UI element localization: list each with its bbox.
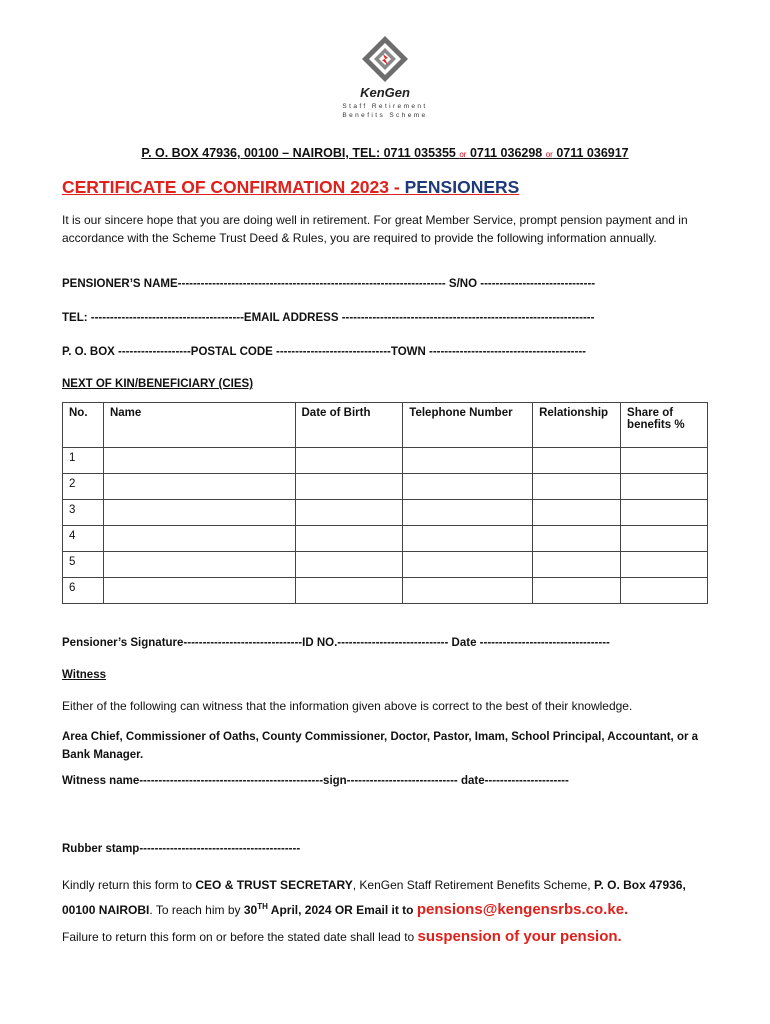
return-text-1: Kindly return this form to bbox=[62, 878, 196, 892]
kin-heading: NEXT OF KIN/BENEFICIARY (CIES) bbox=[62, 378, 254, 390]
cell-share[interactable] bbox=[621, 448, 708, 474]
kengen-diamond-icon bbox=[360, 34, 410, 84]
table-row bbox=[63, 474, 708, 500]
cell-telephone[interactable] bbox=[403, 526, 533, 552]
table-row bbox=[63, 500, 708, 526]
return-email: pensions@kengensrbs.co.ke. bbox=[416, 901, 629, 918]
row-number: 1 bbox=[63, 448, 104, 474]
cell-telephone[interactable] bbox=[403, 500, 533, 526]
row-number: 3 bbox=[63, 500, 104, 526]
or-1: or bbox=[459, 150, 467, 159]
header-name: Name bbox=[103, 403, 295, 448]
cell-dob[interactable] bbox=[295, 500, 403, 526]
cell-telephone[interactable] bbox=[403, 578, 533, 604]
witness-list: Area Chief, Commissioner of Oaths, County Commissioner, Doctor, Pastor, Imam, School Principal, Accountant, or a Bank Manager. bbox=[62, 731, 699, 761]
title-blue: PENSIONERS bbox=[404, 177, 520, 197]
signature-line[interactable]: Pensioner’s Signature-------------------------------ID NO.----------------------------- Date ---------------------------------- bbox=[62, 637, 610, 649]
cell-share[interactable] bbox=[621, 500, 708, 526]
cell-dob[interactable] bbox=[295, 578, 403, 604]
return-bold-1: CEO & TRUST SECRETARY bbox=[195, 878, 353, 892]
return-bold-2: P. O. Box 47936, 00100 NAIROBI bbox=[62, 878, 686, 917]
cell-relationship[interactable] bbox=[533, 474, 621, 500]
cell-share[interactable] bbox=[621, 578, 708, 604]
cell-name[interactable] bbox=[103, 526, 295, 552]
row-number: 6 bbox=[63, 578, 104, 604]
return-bold-4: April, 2024 OR Email it to bbox=[267, 903, 417, 917]
row-number: 2 bbox=[63, 474, 104, 500]
intro-paragraph: It is our sincere hope that you are doing well in retirement. For great Member Service, prompt pension payment and in accordance with the Scheme Trust Deed & Rules, you are required to provide the following information annually. bbox=[62, 213, 688, 245]
cell-relationship[interactable] bbox=[533, 500, 621, 526]
header-no: No. bbox=[63, 403, 104, 448]
cell-telephone[interactable] bbox=[403, 552, 533, 578]
address-part-3: 0711 036917 bbox=[552, 146, 629, 160]
cell-name[interactable] bbox=[103, 578, 295, 604]
rubber-stamp-line[interactable]: Rubber stamp------------------------------------------ bbox=[62, 843, 301, 855]
pensioner-name-field[interactable]: PENSIONER’S NAME---------------------------------------------------------------------- S/NO ------------------------------ bbox=[62, 278, 596, 290]
cell-share[interactable] bbox=[621, 474, 708, 500]
return-text-2: , KenGen Staff Retirement Benefits Scheme, bbox=[352, 878, 594, 892]
witness-line[interactable]: Witness name------------------------------------------------sign----------------------------- date---------------------- bbox=[62, 775, 569, 787]
return-instructions bbox=[62, 874, 712, 921]
failure-text: Failure to return this form on or before the stated date shall lead to bbox=[62, 930, 418, 944]
row-number: 4 bbox=[63, 526, 104, 552]
header-dob: Date of Birth bbox=[295, 403, 403, 448]
cell-relationship[interactable] bbox=[533, 526, 621, 552]
return-text-3: . To reach him by bbox=[149, 903, 244, 917]
cell-telephone[interactable] bbox=[403, 448, 533, 474]
kin-header-row bbox=[63, 403, 708, 448]
cell-relationship[interactable] bbox=[533, 448, 621, 474]
cell-name[interactable] bbox=[103, 552, 295, 578]
row-number: 5 bbox=[63, 552, 104, 578]
cell-relationship[interactable] bbox=[533, 552, 621, 578]
kengen-logo bbox=[330, 34, 440, 124]
failure-notice bbox=[62, 928, 712, 946]
header-telephone: Telephone Number bbox=[403, 403, 533, 448]
box-postal-town-field[interactable]: P. O. BOX -------------------POSTAL CODE ------------------------------TOWN ----------------------------------------- bbox=[62, 346, 587, 358]
table-row bbox=[63, 526, 708, 552]
table-row bbox=[63, 448, 708, 474]
witness-text: Either of the following can witness that the information given above is correct to the best of their knowledge. bbox=[62, 699, 633, 713]
return-date-sup: TH bbox=[257, 902, 268, 911]
kin-table bbox=[62, 402, 708, 604]
return-date-day: 30 bbox=[243, 903, 258, 917]
address-part-1: P. O. BOX 47936, 00100 – NAIROBI, TEL: 0711 035355 bbox=[141, 146, 460, 160]
cell-relationship[interactable] bbox=[533, 578, 621, 604]
address-line bbox=[0, 146, 770, 160]
table-row bbox=[63, 578, 708, 604]
witness-heading: Witness bbox=[62, 669, 106, 681]
title-red: CERTIFICATE OF CONFIRMATION 2023 - bbox=[62, 177, 405, 197]
cell-dob[interactable] bbox=[295, 526, 403, 552]
cell-dob[interactable] bbox=[295, 448, 403, 474]
logo-subtitle-1: Staff Retirement bbox=[342, 103, 428, 110]
cell-name[interactable] bbox=[103, 500, 295, 526]
header-share: Share of benefits % bbox=[621, 403, 708, 448]
cell-dob[interactable] bbox=[295, 552, 403, 578]
address-part-2: 0711 036298 bbox=[466, 146, 546, 160]
logo-name: KenGen bbox=[360, 85, 410, 100]
cell-telephone[interactable] bbox=[403, 474, 533, 500]
cell-name[interactable] bbox=[103, 448, 295, 474]
or-2: or bbox=[545, 150, 553, 159]
table-row bbox=[63, 552, 708, 578]
cell-share[interactable] bbox=[621, 526, 708, 552]
page-title bbox=[62, 177, 519, 198]
tel-email-field[interactable]: TEL: ----------------------------------------EMAIL ADDRESS ------------------------------------------------------------------ bbox=[62, 312, 595, 324]
failure-red: suspension of your pension. bbox=[417, 928, 622, 945]
cell-dob[interactable] bbox=[295, 474, 403, 500]
header-relationship: Relationship bbox=[533, 403, 621, 448]
cell-name[interactable] bbox=[103, 474, 295, 500]
logo-subtitle-2: Benefits Scheme bbox=[342, 112, 428, 119]
cell-share[interactable] bbox=[621, 552, 708, 578]
